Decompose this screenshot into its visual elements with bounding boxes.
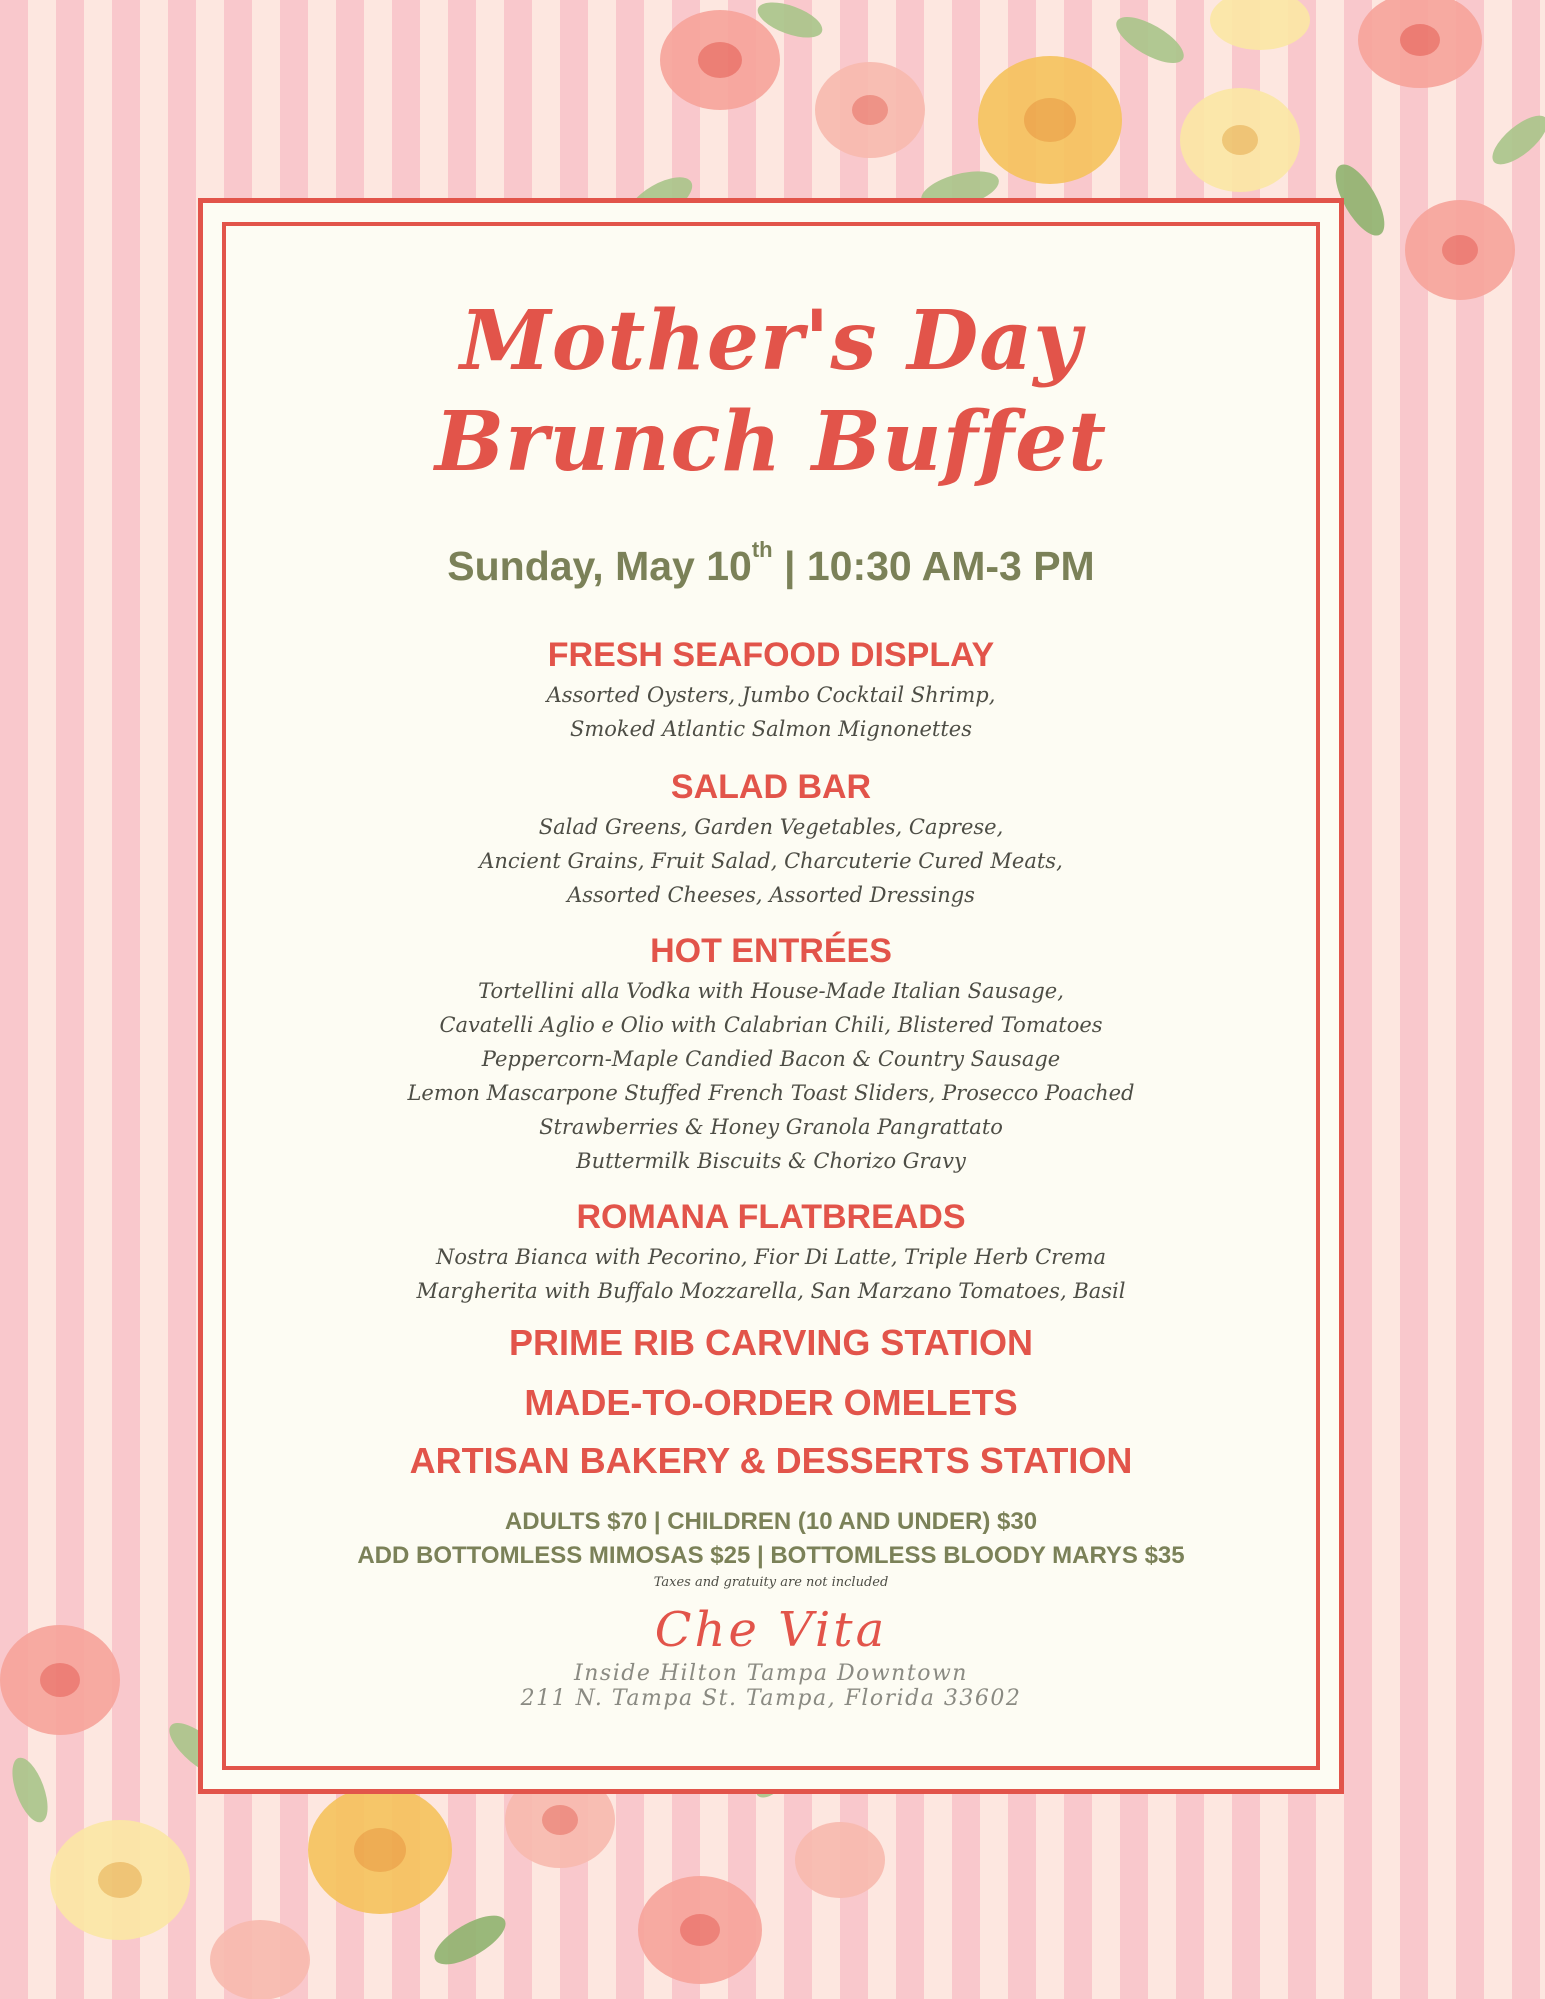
- menu-item: Buttermilk Biscuits & Chorizo Gravy: [576, 1149, 966, 1173]
- menu-item: Smoked Atlantic Salmon Mignonettes: [569, 717, 973, 741]
- section-heading: SALAD BAR: [670, 768, 872, 806]
- menu-card: [198, 198, 1344, 1794]
- menu-item: Cavatelli Aglio e Olio with Calabrian Chili, Blistered Tomatoes: [439, 1013, 1103, 1037]
- venue-name: Che Vita: [654, 1602, 888, 1658]
- station-bakery-desserts: [203, 1441, 1339, 1481]
- menu-item: Salad Greens, Garden Vegetables, Caprese,: [538, 815, 1004, 839]
- venue-address-block: [203, 1661, 1339, 1711]
- section-romana-flatbreads: [203, 1197, 1339, 1308]
- menu-item: Lemon Mascarpone Stuffed French Toast Sliders, Prosecco Poached: [407, 1081, 1135, 1105]
- menu-item: Tortellini alla Vodka with House-Made Italian Sausage,: [478, 979, 1064, 1003]
- event-date-time: [203, 537, 1339, 590]
- menu-item: Assorted Cheeses, Assorted Dressings: [567, 883, 975, 907]
- menu-item: Strawberries & Honey Granola Pangrattato: [539, 1115, 1003, 1139]
- event-day-suffix: th: [751, 537, 773, 562]
- section-heading: HOT ENTRÉES: [650, 932, 892, 970]
- section-heading: FRESH SEAFOOD DISPLAY: [547, 636, 995, 674]
- price-line-adults-children: ADULTS $70 | CHILDREN (10 AND UNDER) $30: [504, 1508, 1038, 1535]
- venue-street-address: 211 N. Tampa St. Tampa, Florida 33602: [520, 1686, 1022, 1711]
- station-omelets: [203, 1383, 1339, 1423]
- menu-item: Margherita with Buffalo Mozzarella, San Marzano Tomatoes, Basil: [416, 1279, 1126, 1303]
- section-hot-entrees: [203, 931, 1339, 1178]
- tax-note: Taxes and gratuity are not included: [653, 1575, 889, 1590]
- menu-item: Assorted Oysters, Jumbo Cocktail Shrimp,: [546, 683, 996, 707]
- station-heading: MADE-TO-ORDER OMELETS: [524, 1382, 1018, 1423]
- menu-item: Peppercorn-Maple Candied Bacon & Country Sausage: [481, 1047, 1061, 1071]
- station-heading: ARTISAN BAKERY & DESSERTS STATION: [409, 1440, 1133, 1481]
- event-time: | 10:30 AM-3 PM: [772, 543, 1095, 589]
- menu-item: Ancient Grains, Fruit Salad, Charcuterie Cured Meats,: [479, 849, 1063, 873]
- section-salad-bar: [203, 767, 1339, 912]
- price-line-addons: ADD BOTTOMLESS MIMOSAS $25 | BOTTOMLESS BLOODY MARYS $35: [357, 1542, 1185, 1569]
- station-heading: PRIME RIB CARVING STATION: [508, 1322, 1034, 1363]
- title-line-1: Mother's Day: [459, 293, 1083, 389]
- event-day: Sunday, May 10: [447, 543, 752, 589]
- section-heading: ROMANA FLATBREADS: [576, 1198, 966, 1236]
- menu-item: Nostra Bianca with Pecorino, Fior Di Latte, Triple Herb Crema: [435, 1245, 1107, 1269]
- station-prime-rib: [203, 1323, 1339, 1363]
- title-line-2: Brunch Buffet: [434, 394, 1108, 490]
- pricing-block: [203, 1505, 1339, 1593]
- venue-location: Inside Hilton Tampa Downtown: [574, 1661, 968, 1686]
- section-fresh-seafood: [203, 635, 1339, 746]
